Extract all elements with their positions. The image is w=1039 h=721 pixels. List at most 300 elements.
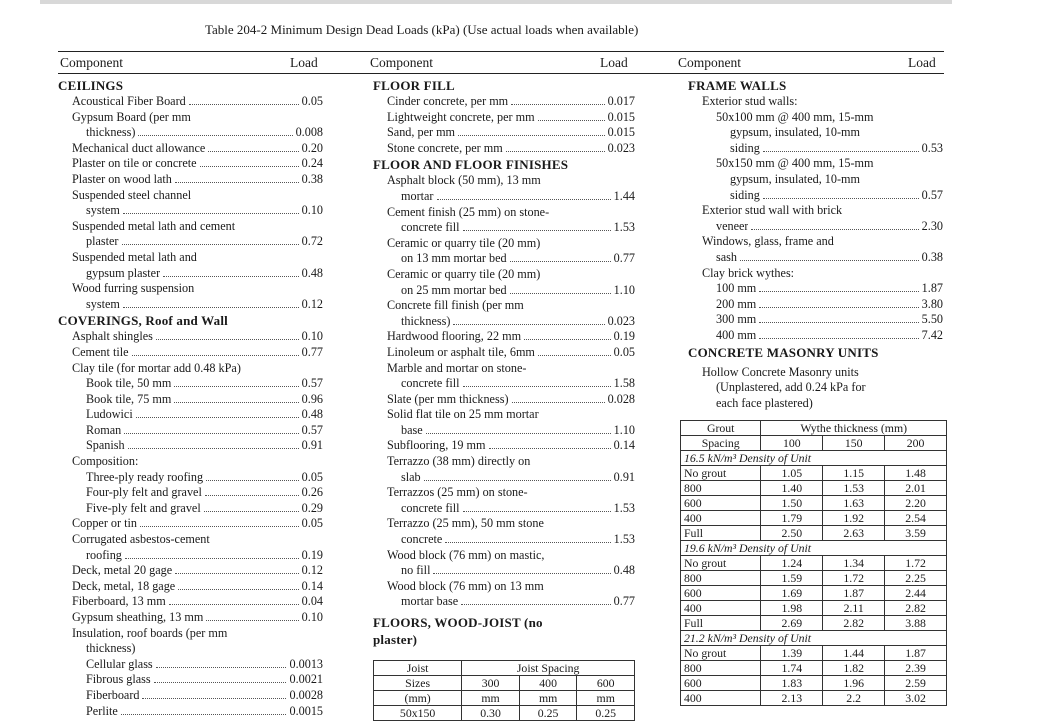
- load-item-value: 0.26: [301, 485, 323, 500]
- load-item: [373, 501, 635, 517]
- load-item-name: Slate (per mm thickness): [387, 391, 509, 406]
- joist-spacing-value: 600: [577, 676, 635, 691]
- grout-header: Grout: [681, 421, 761, 436]
- leader-dots: [759, 322, 918, 323]
- wythe-header: Wythe thickness (mm): [761, 421, 947, 436]
- joist-spacing-header: Joist Spacing: [462, 661, 635, 676]
- load-item: [373, 94, 635, 110]
- load-item-name: 400 mm: [716, 327, 757, 342]
- load-item-value: 0.12: [301, 563, 323, 578]
- load-item: [373, 470, 635, 486]
- item-label: Suspended metal lath and: [72, 249, 197, 264]
- item-label: Wood block (76 mm) on 13 mm: [387, 578, 544, 593]
- load-item: [688, 312, 943, 328]
- load-item-value: 0.77: [613, 251, 635, 266]
- leader-dots: [426, 433, 611, 434]
- cmu-subheader-row: [681, 436, 947, 451]
- joist-header-row: [374, 661, 635, 676]
- cmu-value: 2.25: [885, 571, 947, 586]
- load-item: [58, 688, 323, 704]
- item-label: Asphalt block (50 mm), 13 mm: [387, 173, 541, 188]
- grout-spacing: 800: [681, 571, 761, 586]
- load-item-value: 0.48: [613, 563, 635, 578]
- leader-dots: [175, 182, 299, 183]
- load-item-name: veneer: [716, 218, 749, 233]
- cmu-data-row: [681, 496, 947, 511]
- leader-dots: [759, 307, 918, 308]
- load-item-name: sash: [716, 249, 737, 264]
- load-item: [58, 579, 323, 595]
- cmu-value: 2.69: [761, 616, 823, 631]
- cmu-value: 1.50: [761, 496, 823, 511]
- joist-unit-row: [374, 691, 635, 706]
- leader-dots: [178, 589, 298, 590]
- load-item: [58, 94, 323, 110]
- load-item-value: 1.87: [921, 281, 943, 296]
- load-item: [373, 376, 635, 392]
- cmu-value: 1.69: [761, 586, 823, 601]
- leader-dots: [433, 573, 610, 574]
- leader-dots: [759, 338, 918, 339]
- cmu-value: 1.39: [761, 646, 823, 661]
- density-band: [681, 451, 947, 466]
- load-item-value: 0.14: [613, 438, 635, 453]
- item-label: Corrugated asbestos-cement: [72, 532, 210, 547]
- cmu-data-row: [681, 676, 947, 691]
- load-item-value: 0.0028: [289, 687, 323, 702]
- leader-dots: [174, 402, 298, 403]
- density-value: 21.2 kN/m³: [684, 631, 737, 645]
- density-label: Density of Unit: [739, 451, 812, 465]
- load-item: [688, 281, 943, 297]
- load-item: [688, 328, 943, 344]
- load-item-name: roofing: [86, 547, 122, 562]
- cmu-value: 1.87: [885, 646, 947, 661]
- column-floor-fill-finishes: [373, 77, 635, 648]
- leader-dots: [156, 339, 299, 340]
- load-item-value: 1.10: [613, 282, 635, 297]
- section-heading: FLOOR AND FLOOR FINISHES: [373, 157, 569, 173]
- load-item-value: 0.91: [301, 438, 323, 453]
- cmu-data-row: [681, 646, 947, 661]
- load-item-value: 0.48: [301, 265, 323, 280]
- cmu-data-row: [681, 586, 947, 601]
- load-item-name: gypsum plaster: [86, 265, 161, 280]
- cmu-value: 3.59: [885, 526, 947, 541]
- cmu-value: 1.24: [761, 556, 823, 571]
- item-label: thickness): [86, 641, 136, 656]
- load-item: [373, 563, 635, 579]
- leader-dots: [206, 620, 298, 621]
- load-item-value: 0.77: [301, 344, 323, 359]
- load-item-name: Ludowici: [86, 407, 133, 422]
- load-item-name: slab: [401, 469, 421, 484]
- item-label: Clay tile (for mortar add 0.48 kPa): [72, 360, 241, 375]
- cmu-value: 1.79: [761, 511, 823, 526]
- load-item-name: on 25 mm mortar bed: [401, 282, 507, 297]
- load-item: [58, 376, 323, 392]
- grout-spacing: Full: [681, 616, 761, 631]
- cmu-value: 2.82: [885, 601, 947, 616]
- cmu-value: 1.74: [761, 661, 823, 676]
- joist-spacing-row: [374, 676, 635, 691]
- grout-spacing: No grout: [681, 646, 761, 661]
- cmu-value: 2.2: [823, 691, 885, 706]
- column-ceilings-coverings: [58, 77, 323, 719]
- cmu-data-row: [681, 466, 947, 481]
- load-item-value: 0.10: [301, 329, 323, 344]
- cmu-data-row: [681, 481, 947, 496]
- load-item-name: thickness): [86, 125, 136, 140]
- item-label: Terrazzos (25 mm) on stone-: [387, 485, 528, 500]
- joist-sizes-unit: (mm): [374, 691, 462, 706]
- section-heading: FLOOR FILL: [373, 78, 455, 93]
- joist-sizes-header: Joist: [374, 661, 462, 676]
- load-item-name: Book tile, 50 mm: [86, 376, 172, 391]
- item-label: Windows, glass, frame and: [702, 234, 834, 249]
- density-value: 19.6 kN/m³: [684, 541, 737, 555]
- load-item: [58, 329, 323, 345]
- cmu-value: 1.15: [823, 466, 885, 481]
- leader-dots: [200, 166, 299, 167]
- leader-dots: [132, 355, 299, 356]
- cmu-data-row: [681, 601, 947, 616]
- joist-value: 0.25: [519, 706, 577, 721]
- item-label: Terrazzo (38 mm) directly on: [387, 454, 531, 469]
- item-label: gypsum, insulated, 10-mm: [730, 171, 860, 186]
- joist-unit: mm: [462, 691, 520, 706]
- load-item-value: 0.05: [301, 516, 323, 531]
- load-item: [58, 392, 323, 408]
- load-item: [688, 141, 943, 157]
- item-label: Suspended metal lath and cement: [72, 218, 236, 233]
- load-item-name: Subflooring, 19 mm: [387, 438, 486, 453]
- leader-dots: [174, 386, 298, 387]
- cmu-value: 1.44: [823, 646, 885, 661]
- load-item-name: thickness): [401, 313, 451, 328]
- load-item: [373, 423, 635, 439]
- header-rule-bottom: [58, 73, 944, 74]
- load-item-name: Perlite: [86, 703, 118, 718]
- load-item-name: Lightweight concrete, per mm: [387, 109, 535, 124]
- load-item-name: Cellular glass: [86, 656, 153, 671]
- load-item-name: Book tile, 75 mm: [86, 391, 172, 406]
- cmu-value: 2.11: [823, 601, 885, 616]
- leader-dots: [128, 448, 299, 449]
- col1-header-load: Load: [290, 55, 318, 70]
- load-item-value: 2.30: [921, 218, 943, 233]
- load-item: [373, 345, 635, 361]
- load-item: [58, 203, 323, 219]
- load-item-value: 0.20: [301, 140, 323, 155]
- leader-dots: [140, 526, 299, 527]
- load-item: [58, 657, 323, 673]
- item-label: Insulation, roof boards (per mm: [72, 625, 228, 640]
- cmu-value: 2.39: [885, 661, 947, 676]
- load-item: [58, 516, 323, 532]
- leader-dots: [763, 151, 919, 152]
- col1-header-component: Component: [60, 55, 123, 70]
- load-item-name: Gypsum sheathing, 13 mm: [72, 610, 204, 624]
- cmu-table: [680, 420, 947, 706]
- load-item-name: system: [86, 203, 120, 218]
- load-item-value: 1.44: [613, 188, 635, 203]
- load-item-value: 0.008: [295, 125, 323, 140]
- thickness-header: 150: [823, 436, 885, 451]
- col2-header-load: Load: [600, 55, 628, 70]
- leader-dots: [489, 448, 611, 449]
- load-item-value: 0.10: [301, 203, 323, 218]
- leader-dots: [424, 480, 611, 481]
- cmu-value: 1.48: [885, 466, 947, 481]
- leader-dots: [208, 151, 298, 152]
- load-item-value: 1.53: [613, 220, 635, 235]
- leader-dots: [453, 324, 604, 325]
- item-label: Exterior stud wall with brick: [702, 203, 843, 218]
- load-item: [688, 188, 943, 204]
- cmu-value: 2.01: [885, 481, 947, 496]
- joist-spacing-value: 400: [519, 676, 577, 691]
- load-item-value: 0.38: [301, 171, 323, 186]
- cmu-value: 1.83: [761, 676, 823, 691]
- load-item: [58, 485, 323, 501]
- load-item-value: 0.19: [613, 329, 635, 344]
- load-item-value: 0.24: [301, 156, 323, 171]
- load-item: [58, 438, 323, 454]
- leader-dots: [458, 135, 605, 136]
- load-item-name: siding: [730, 140, 760, 155]
- load-item-value: 0.48: [301, 407, 323, 422]
- load-item-name: concrete fill: [401, 376, 460, 391]
- load-item-name: Linoleum or asphalt tile, 6mm: [387, 344, 535, 359]
- leader-dots: [125, 558, 299, 559]
- item-label: Ceramic or quarry tile (20 mm): [387, 266, 541, 281]
- joist-table: [373, 660, 635, 721]
- load-item-name: mortar base: [401, 594, 459, 609]
- load-item: [688, 250, 943, 266]
- load-item-name: system: [86, 296, 120, 311]
- joist-spacing-value: 300: [462, 676, 520, 691]
- item-label: Solid flat tile on 25 mm mortar: [387, 407, 539, 422]
- cmu-value: 1.72: [823, 571, 885, 586]
- leader-dots: [138, 135, 292, 136]
- grout-spacing: Full: [681, 526, 761, 541]
- item-label: Exterior stud walls:: [702, 94, 798, 108]
- load-item-value: 0.023: [607, 140, 635, 155]
- cmu-value: 1.63: [823, 496, 885, 511]
- leader-dots: [437, 199, 611, 200]
- leader-dots: [163, 276, 299, 277]
- leader-dots: [740, 260, 919, 261]
- load-item-name: concrete fill: [401, 500, 460, 515]
- cmu-value: 1.72: [885, 556, 947, 571]
- load-item-value: 0.19: [301, 547, 323, 562]
- load-item-value: 5.50: [921, 312, 943, 327]
- cmu-value: 1.87: [823, 586, 885, 601]
- density-band: [681, 541, 947, 556]
- cmu-value: 1.98: [761, 601, 823, 616]
- cmu-value: 1.40: [761, 481, 823, 496]
- thickness-header: 200: [885, 436, 947, 451]
- cmu-value: 2.54: [885, 511, 947, 526]
- load-item-value: 0.05: [613, 344, 635, 359]
- leader-dots: [538, 355, 611, 356]
- load-item: [58, 548, 323, 564]
- load-item-value: 1.58: [613, 376, 635, 391]
- load-item-name: Fiberboard, 13 mm: [72, 594, 166, 609]
- leader-dots: [189, 104, 299, 105]
- load-item: [58, 172, 323, 188]
- cmu-data-row: [681, 661, 947, 676]
- load-item-value: 0.96: [301, 391, 323, 406]
- leader-dots: [156, 667, 287, 668]
- load-item: [373, 594, 635, 610]
- density-label: Density of Unit: [739, 631, 812, 645]
- cmu-value: 1.05: [761, 466, 823, 481]
- load-item-name: Acoustical Fiber Board: [72, 94, 186, 108]
- item-label: Terrazzo (25 mm), 50 mm stone: [387, 516, 544, 531]
- load-item: [58, 345, 323, 361]
- section-heading: CONCRETE MASONRY UNITS: [688, 344, 879, 360]
- load-item: [58, 470, 323, 486]
- load-item-name: no fill: [401, 563, 431, 578]
- density-row: [681, 631, 947, 646]
- cmu-value: 3.88: [885, 616, 947, 631]
- load-item-name: Plaster on tile or concrete: [72, 156, 197, 171]
- grout-spacing: No grout: [681, 556, 761, 571]
- load-item-value: 0.015: [607, 125, 635, 140]
- load-item-name: Fibrous glass: [86, 672, 151, 687]
- cmu-value: 1.92: [823, 511, 885, 526]
- leader-dots: [123, 213, 299, 214]
- item-label: Suspended steel channel: [72, 187, 192, 202]
- joist-value: 0.30: [462, 706, 520, 721]
- load-item-name: 200 mm: [716, 296, 757, 311]
- leader-dots: [538, 120, 605, 121]
- load-item-value: 0.015: [607, 109, 635, 124]
- cmu-value: 1.96: [823, 676, 885, 691]
- load-item-value: 0.05: [301, 469, 323, 484]
- thickness-header: 100: [761, 436, 823, 451]
- load-item-name: Stone concrete, per mm: [387, 140, 503, 155]
- load-item-name: concrete: [401, 532, 443, 547]
- item-label: Marble and mortar on stone-: [387, 360, 527, 375]
- density-band: [681, 631, 947, 646]
- section-heading: CEILINGS: [58, 78, 124, 93]
- grout-spacing: No grout: [681, 466, 761, 481]
- cmu-data-row: [681, 511, 947, 526]
- cmu-value: 1.59: [761, 571, 823, 586]
- load-item: [373, 189, 635, 205]
- load-item: [58, 141, 323, 157]
- load-item-name: Roman: [86, 422, 122, 437]
- joist-unit: mm: [577, 691, 635, 706]
- cmu-value: 1.34: [823, 556, 885, 571]
- leader-dots: [204, 511, 299, 512]
- cmu-grid: [680, 420, 947, 706]
- leader-dots: [142, 698, 286, 699]
- load-item-value: 0.57: [921, 187, 943, 202]
- cmu-value: 2.44: [885, 586, 947, 601]
- load-item: [688, 297, 943, 313]
- load-item-name: 100 mm: [716, 281, 757, 296]
- load-item-value: 0.29: [301, 500, 323, 515]
- item-label: each face plastered): [716, 395, 813, 410]
- load-item-name: Fiberboard: [86, 687, 140, 702]
- leader-dots: [205, 495, 299, 496]
- load-item-value: 0.72: [301, 234, 323, 249]
- cmu-data-row: [681, 571, 947, 586]
- item-label: Clay brick wythes:: [702, 265, 795, 280]
- item-label: Hollow Concrete Masonry units: [702, 364, 859, 379]
- load-item-value: 0.38: [921, 249, 943, 264]
- leader-dots: [510, 293, 611, 294]
- load-item-value: 0.77: [613, 594, 635, 609]
- load-item: [373, 220, 635, 236]
- item-label: Gypsum Board (per mm: [72, 109, 191, 124]
- cmu-value: 2.63: [823, 526, 885, 541]
- page-top-edge: [40, 0, 952, 4]
- load-item-name: mortar: [401, 188, 434, 203]
- load-item-name: Deck, metal, 18 gage: [72, 578, 176, 593]
- grout-spacing: 600: [681, 676, 761, 691]
- leader-dots: [461, 604, 610, 605]
- load-item-value: 1.10: [613, 422, 635, 437]
- load-item-value: 0.028: [607, 391, 635, 406]
- cmu-value: 2.50: [761, 526, 823, 541]
- cmu-data-row: [681, 556, 947, 571]
- load-item: [58, 297, 323, 313]
- section-heading: FRAME WALLS: [688, 78, 787, 93]
- load-item: [373, 141, 635, 157]
- load-item-value: 0.57: [301, 422, 323, 437]
- load-item-name: on 13 mm mortar bed: [401, 251, 507, 266]
- load-item: [58, 594, 323, 610]
- col3-header-load: Load: [908, 55, 936, 70]
- load-item: [688, 219, 943, 235]
- leader-dots: [206, 480, 299, 481]
- leader-dots: [122, 244, 299, 245]
- load-item-value: 1.53: [613, 500, 635, 515]
- load-item-value: 0.57: [301, 376, 323, 391]
- load-item-name: Hardwood flooring, 22 mm: [387, 329, 522, 344]
- cmu-value: 2.59: [885, 676, 947, 691]
- cmu-value: 3.02: [885, 691, 947, 706]
- joist-size: 50x150: [374, 706, 462, 721]
- header-rule-top: [58, 51, 944, 52]
- leader-dots: [524, 339, 611, 340]
- load-item-value: 1.53: [613, 532, 635, 547]
- item-label: (Unplastered, add 0.24 kPa for: [716, 380, 866, 395]
- joist-unit: mm: [519, 691, 577, 706]
- leader-dots: [512, 402, 605, 403]
- load-item-name: Cinder concrete, per mm: [387, 94, 509, 108]
- load-item: [58, 563, 323, 579]
- item-label: Concrete fill finish (per mm: [387, 298, 524, 313]
- cmu-value: 1.82: [823, 661, 885, 676]
- leader-dots: [463, 230, 611, 231]
- item-label: Ceramic or quarry tile (20 mm): [387, 235, 541, 250]
- load-item: [58, 156, 323, 172]
- load-item: [58, 234, 323, 250]
- load-item-value: 7.42: [921, 327, 943, 342]
- load-item-name: Sand, per mm: [387, 125, 456, 140]
- section-heading: FLOORS, WOOD-JOIST (no: [373, 615, 543, 630]
- column-frame-walls-masonry: [688, 77, 943, 411]
- load-item-name: Three-ply ready roofing: [86, 469, 204, 484]
- load-item: [373, 392, 635, 408]
- load-item-value: 0.14: [301, 578, 323, 593]
